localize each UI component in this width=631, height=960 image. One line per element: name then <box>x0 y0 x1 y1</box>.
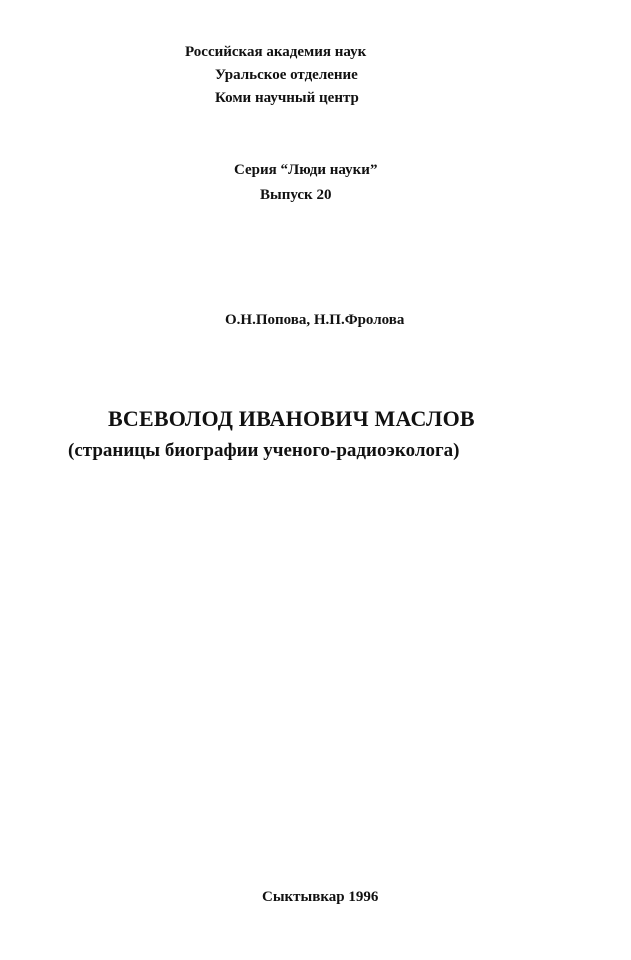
authors: О.Н.Попова, Н.П.Фролова <box>225 312 405 328</box>
imprint-city-year: Сыктывкар 1996 <box>262 889 379 905</box>
book-title: ВСЕВОЛОД ИВАНОВИЧ МАСЛОВ <box>108 406 475 431</box>
organization-line-center: Коми научный центр <box>215 90 359 106</box>
organization-line-academy: Российская академия наук <box>185 44 367 60</box>
series-name: Серия “Люди науки” <box>234 162 378 178</box>
organization-line-branch: Уральское отделение <box>215 67 358 83</box>
series-issue: Выпуск 20 <box>260 187 332 203</box>
book-subtitle: (страницы биографии ученого-радиоэколога) <box>68 440 460 461</box>
